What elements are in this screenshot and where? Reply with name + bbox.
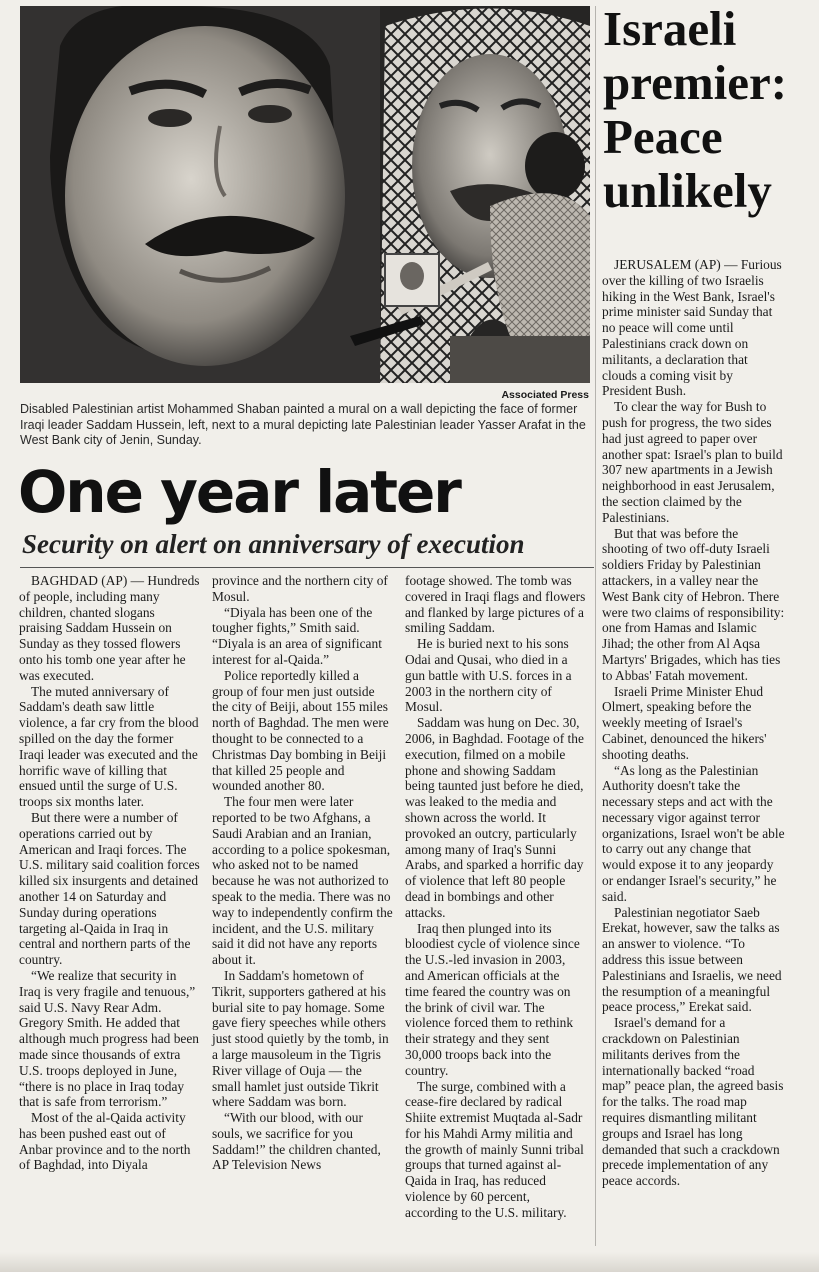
paragraph: In Saddam's hometown of Tikrit, supporters gathered at his burial site to pay homage. Some gave fiery speeches while others just stood quietly by the tomb, in a large mausoleum in the Tigris River village of Ouja — the small hamlet just outside Tikrit where Saddam was born. — [212, 967, 389, 1110]
paragraph: To clear the way for Bush to push for progress, the two sides had just agreed to paper over another spat: Israel's plan to build 307 new apartments in a Jewish neighborhood in east Jerusalem, the section claimed by the Palestinians. — [602, 399, 783, 525]
side-story-body — [602, 257, 786, 1189]
paragraph: The surge, combined with a cease-fire declared by radical Shiite extremist Muqtada al-Sadr for his Mahdi Army militia and the growth of mainly Sunni tribal groups that turned against al-Qaida in Iraq, has reduced violence by 60 percent, according to the U.S. military. — [405, 1078, 584, 1220]
main-headline: One year later — [18, 458, 460, 526]
paragraph: Israeli Prime Minister Ehud Olmert, speaking before the weekly meeting of Israel's Cabinet, denounced the hikers' shooting deaths. — [602, 683, 767, 762]
paragraph: “We realize that security in Iraq is very fragile and tenuous,” said U.S. Navy Rear Adm. Gregory Smith. He added that although much progress had been made since thousands of extra U.S. troops deployed in June, “there is no place in Iraq today that is safe from terrorism.” — [19, 967, 199, 1110]
paragraph: footage showed. The tomb was covered in Iraqi flags and flowers and flanked by large pictures of a smiling Saddam. — [405, 573, 586, 636]
paragraph: Palestinian negotiator Saeb Erekat, however, saw the talks as an answer to violence. “To address this issue between Palestinians and Israelis, we need the resumption of a meaningful peace process,” Erekat said. — [602, 904, 782, 1015]
paragraph: Most of the al-Qaida activity has been pushed east out of Anbar province and to the north of Baghdad, into Diyala — [19, 1110, 191, 1173]
paragraph: But that was before the shooting of two off-duty Israeli soldiers Friday by Palestinian attackers, in a valley near the West Bank city of Hebron. There were two claims of responsibility: one from Hamas and Islamic Jihad; the other from Al Aqsa Martyrs' Brigades, which has ties to Abbas' Fatah movement. — [602, 525, 785, 683]
paragraph: Saddam was hung on Dec. 30, 2006, in Baghdad. Footage of the execution, filmed on a mobile phone and showing Saddam being taunted just before he died, was leaked to the media and shown across the world. It provoked an outcry, particularly among many of Iraq's Sunni Arabs, and sparked a horrific day of violence that left 80 people dead in bombings and other attacks. — [405, 715, 584, 920]
paragraph: The muted anniversary of Saddam's death saw little violence, a far cry from the blood spilled on the day the former Iraqi leader was executed and the horrific wave of killing that ensued until the surge of U.S. troops six months later. — [19, 683, 199, 810]
story-column-3 — [405, 573, 586, 1221]
main-subhead: Security on alert on anniversary of execution — [22, 529, 525, 559]
paragraph: He is buried next to his sons Odai and Qusai, who died in a gun battle with U.S. forces in a 2003 in the northern city of Mosul. — [405, 636, 572, 715]
paragraph: Police reportedly killed a group of four men just outside the city of Beiji, about 155 miles north of Baghdad. The men were thought to be connected to a Christmas Day bombing in Beiji that killed 25 people and wounded another 80. — [212, 667, 389, 794]
story-column-1 — [19, 573, 200, 1173]
mural-photo — [20, 6, 590, 383]
paragraph: But there were a number of operations carried out by American and Iraqi forces. The U.S. military said coalition forces killed six insurgents and detained another 14 on Saturday and Sunday during operations targeting al-Qaida in Iraq in central and northern parts of the country. — [19, 809, 200, 968]
paragraph: Israel's demand for a crackdown on Palestinian militants derives from the internationally backed “road map” peace plan, the agreed basis for the talks. The road map requires dismantling militant groups and Israel has long demanded that such a crackdown precede implementation of any peace accords. — [602, 1015, 784, 1189]
paragraph: province and the northern city of Mosul. — [212, 573, 388, 604]
paragraph: BAGHDAD (AP) — Hundreds of people, including many children, chanted slogans praising Saddam Hussein on Sunday as they tossed flowers onto his tomb one year after he was executed. — [19, 573, 200, 683]
mural-illustration — [20, 6, 590, 383]
page-bottom-edge — [0, 1252, 819, 1272]
photo-credit: Associated Press — [501, 389, 589, 401]
column-divider — [595, 6, 596, 1246]
paragraph: “As long as the Palestinian Authority doesn't take the necessary steps and act with the necessary vigor against terror organizations, Israel won't be able to carry out any change that would expose it to any jeopardy or endanger Israel's security,” he said. — [602, 762, 785, 904]
side-headline: Israeli premier: Peace unlikely — [603, 1, 788, 218]
paragraph: “Diyala has been one of the tougher fights,” Smith said. “Diyala is an area of significant interest for al-Qaida.” — [212, 604, 382, 667]
paragraph: Iraq then plunged into its bloodiest cycle of violence since the U.S.-led invasion in 2003, and American officials at the time feared the country was on the brink of civil war. The violence forced them to rethink their strategy and they sent 30,000 troops back into the country. — [405, 920, 580, 1078]
paragraph: The four men were later reported to be two Afghans, a Saudi Arabian and an Iranian, according to a police spokesman, who asked not to be named because he was not authorized to speak to the media. There was no way to independently confirm the incident, and the U.S. military said it did not have any reports about it. — [212, 794, 393, 968]
subhead-rule — [20, 567, 594, 568]
story-column-2 — [212, 573, 393, 1173]
paragraph: “With our blood, with our souls, we sacrifice for you Saddam!” the children chanted, AP Television News — [212, 1110, 381, 1173]
photo-caption: Disabled Palestinian artist Mohammed Shaban painted a mural on a wall depicting the face of former Iraqi leader Saddam Hussein, left, next to a mural depicting late Palestinian leader Yasser Arafat in the West Bank city of Jenin, Sunday. — [20, 402, 586, 447]
paragraph: JERUSALEM (AP) — Furious over the killing of two Israelis hiking in the West Bank, Israel's prime minister said Sunday that no peace will come until Palestinians crack down on militants, a declaration that clouds a coming visit by President Bush. — [602, 257, 782, 399]
